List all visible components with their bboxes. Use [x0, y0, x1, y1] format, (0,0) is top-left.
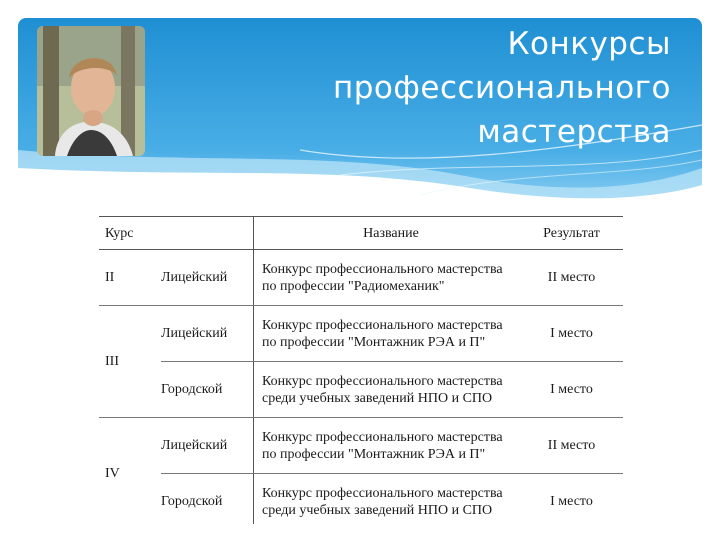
cell-result	[520, 362, 623, 418]
title-line-1: Конкурсы	[507, 26, 671, 62]
cell-level-text: Лицейский	[161, 326, 228, 341]
cell-course: IV	[99, 418, 161, 525]
cell-level	[161, 250, 254, 306]
results-table	[99, 216, 623, 524]
cell-result	[520, 250, 623, 306]
cell-result-text: I место	[550, 382, 593, 397]
cell-level-text: Лицейский	[161, 438, 228, 453]
cell-name: Конкурс профессионального мастерства среди учебных заведений НПО и СПО	[254, 474, 521, 525]
cell-result-text: I место	[550, 326, 593, 341]
cell-result-text: II место	[547, 270, 596, 285]
cell-name: Конкурс профессионального мастерства по профессии "Монтажник РЭА и П"	[254, 418, 521, 474]
cell-level-text: Городской	[161, 494, 223, 509]
table-row	[99, 306, 623, 362]
cell-result-text: I место	[550, 494, 593, 509]
results-table-image	[99, 216, 623, 524]
header-course: Курс	[99, 217, 161, 250]
table-header-row	[99, 217, 623, 250]
cell-name: Конкурс профессионального мастерства по профессии "Монтажник РЭА и П"	[254, 306, 521, 362]
cell-result	[520, 306, 623, 362]
cell-level	[161, 362, 254, 418]
cell-result-text: II место	[547, 438, 596, 453]
cell-level-text: Лицейский	[161, 270, 228, 285]
table-row	[99, 474, 623, 525]
header-name: Название	[254, 217, 521, 250]
cell-name: Конкурс профессионального мастерства среди учебных заведений НПО и СПО	[254, 362, 521, 418]
table-row	[99, 418, 623, 474]
header-result: Результат	[520, 217, 623, 250]
cell-result	[520, 474, 623, 525]
title-line-2: профессионального	[332, 70, 671, 106]
cell-name: Конкурс профессионального мастерства по профессии "Радиомеханик"	[254, 250, 521, 306]
cell-level	[161, 306, 254, 362]
cell-course: II	[99, 250, 161, 306]
table-row	[99, 250, 623, 306]
header-level	[161, 217, 254, 250]
cell-level	[161, 474, 254, 525]
cell-level-text: Городской	[161, 382, 223, 397]
cell-course: III	[99, 306, 161, 418]
slide-title	[251, 22, 671, 154]
table-row	[99, 362, 623, 418]
portrait-photo	[37, 26, 145, 156]
title-line-3: мастерства	[477, 114, 671, 150]
cell-result	[520, 418, 623, 474]
cell-level	[161, 418, 254, 474]
